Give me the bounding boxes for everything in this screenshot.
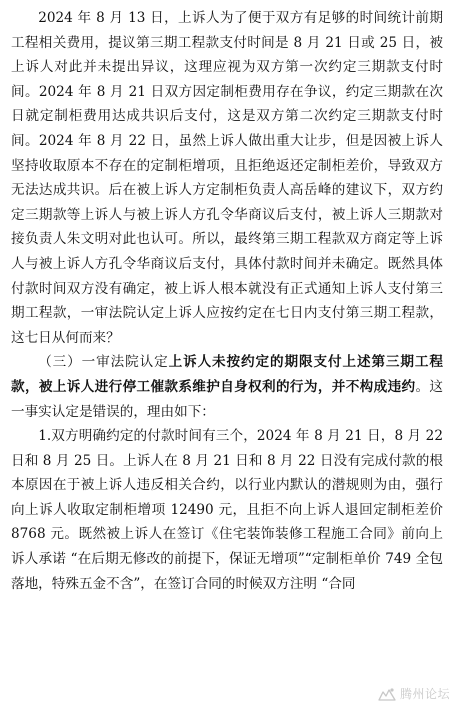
watermark <box>378 685 450 702</box>
watermark-text: 腾州论坛 <box>399 687 450 701</box>
watermark-logo-icon <box>378 687 396 701</box>
paragraph-2-bold: 上诉人未按约定的期限支付上述第三期工程款，被上诉人进行停工催款系维护自身权利的行为，并不构成违约 <box>11 354 443 395</box>
paragraph-1: 2024 年 8 月 13 日，上诉人为了便于双方有足够的时间统计前期工程相关费用，提议第三期工程款支付时间是 8 月 21 日或 25 日，被上诉人对此并未提出异议，这理应视为双方第一次约定三期款支付时间。2024 年 8 月 21 日双方因定制柜费用存在争议，约定三期款在次日就定制柜费用达成共识后支付，这是双方第二次约定三期款支付时间。2024 年 8 月 22 日，虽然上诉人做出重大让步，但是因被上诉人坚持收取原本不存在的定制柜增项，且拒绝返还定制柜差价，导致双方无法达成共识。后在被上诉人方定制柜负责人高岳峰的建议下，双方约定三期款等上诉人与被上诉人方孔令华商议后支付，被上诉人三期款对接负责人朱文明对此也认可。所以，最终第三期工程款双方商定等上诉人与被上诉人方孔令华商议后支付，具体付款时间并未确定。既然具体付款时间双方没有确定，被上诉人根本就没有正式通知上诉人支付第三期工程款，一审法院认定上诉人应按约定在七日内支付第三期工程款，这七日从何而来？ <box>11 10 443 346</box>
paragraph-2-tail: 。这一事实认定是错误的，理由如下： <box>11 378 444 420</box>
paragraph-3: 1.双方明确约定的付款时间有三个，2024 年 8 月 21 日，8 月 22 日和 8 月 25 日。上诉人在 8 月 21 日和 8 月 22 日没有完成付款的根本原因在于被上诉人违反相关合约，以行业内默认的潜规则为由，强行向上诉人收取定制柜增项 12490 元，且拒不向上诉人退回定制柜差价 8768 元。既然被上诉人在签订《住宅装饰装修工程施工合同》前向上诉人承诺 “在后期无修改的前提下，保证无增项”“定制柜单价 749 全包落地，特殊五金不含”，在签订合同的时候双方注明 “合同 <box>11 428 443 592</box>
paragraph-2 <box>11 350 443 424</box>
paragraph-2-lead: （三）一审法院认定 <box>38 354 169 371</box>
